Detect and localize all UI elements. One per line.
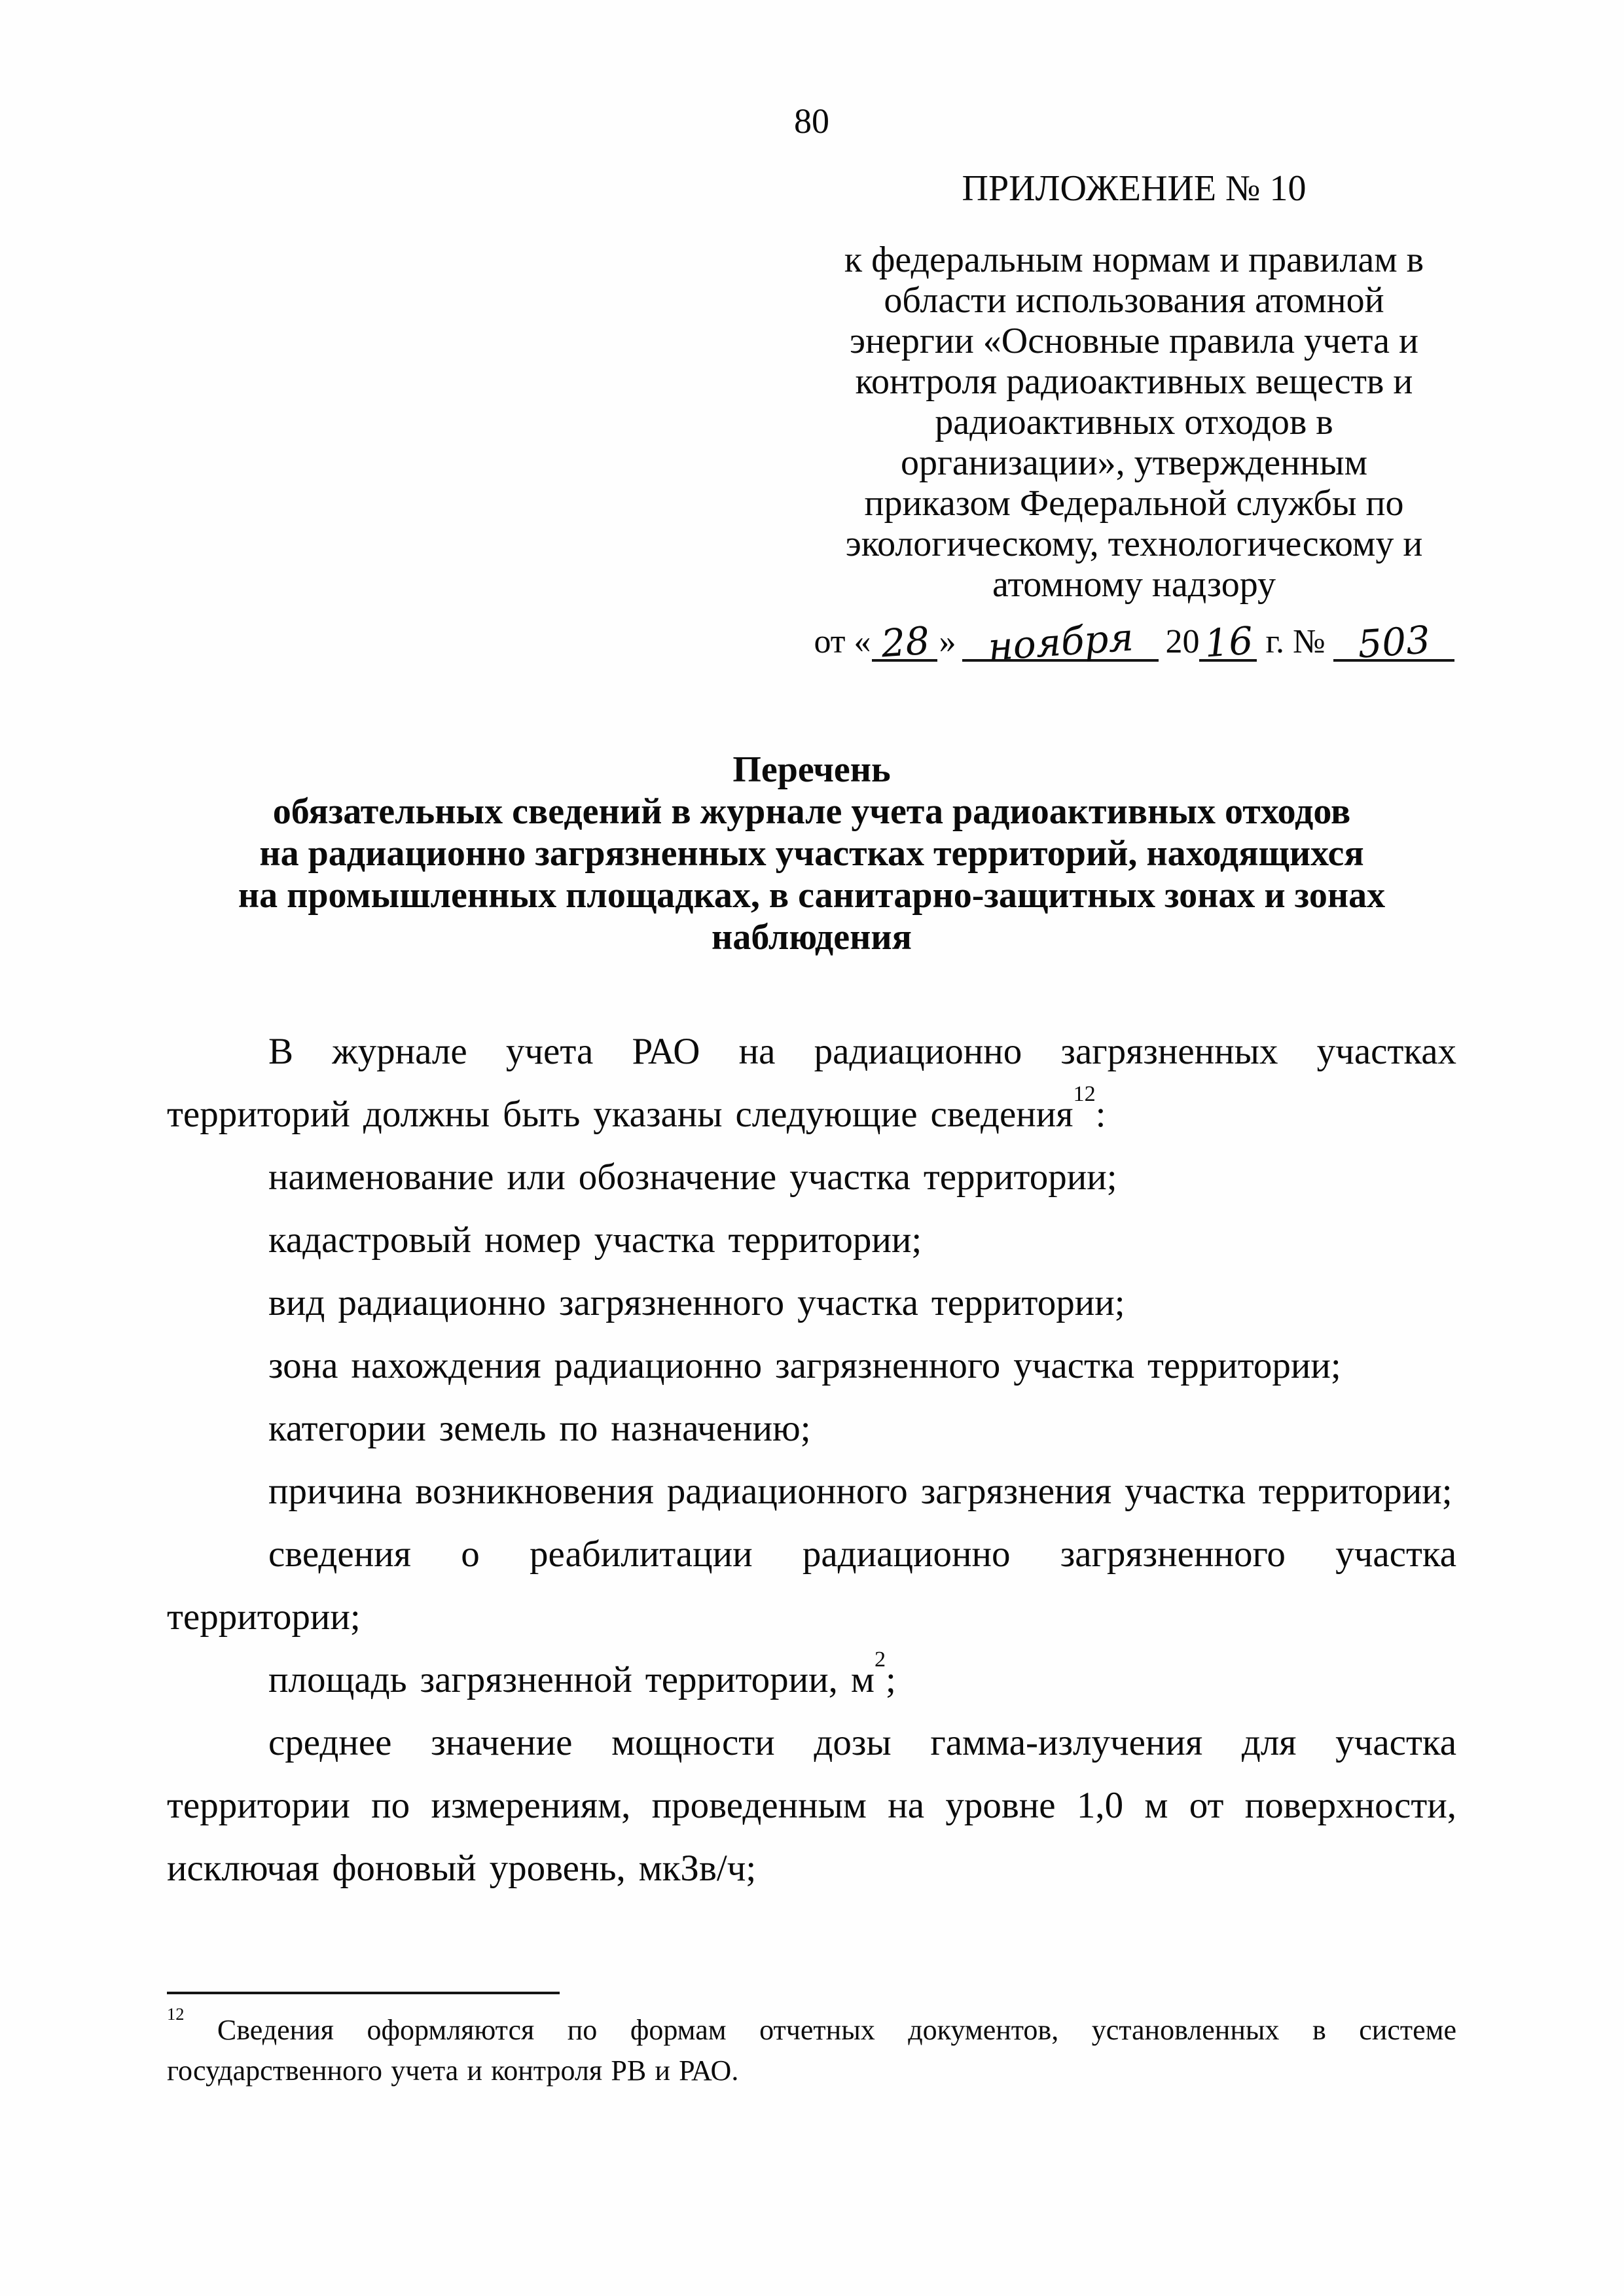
date-day-blank [872, 618, 937, 666]
intro-paragraph [167, 1020, 1456, 1146]
list-item-2 [167, 1209, 1456, 1272]
appendix-line: энергии «Основные правила учета и [850, 321, 1418, 361]
date-year-suffix: г. № [1265, 623, 1326, 660]
footnote-divider [167, 1992, 560, 1994]
footnote-marker: 12 [167, 2003, 185, 2024]
list-item-3 [167, 1272, 1456, 1335]
intro-colon: : [1095, 1094, 1106, 1135]
title-line: на радиационно загрязненных участках территорий, находящихся [259, 833, 1364, 874]
intro-text: В журнале учета РАО на радиационно загрязненных участках территорий должны быть указаны следующие сведения [167, 1031, 1456, 1135]
appendix-header [812, 167, 1456, 670]
handwritten-number: 503 [1356, 617, 1432, 667]
item-text: зона нахождения радиационно загрязненного участка территории; [268, 1345, 1341, 1386]
appendix-line: области использования атомной [884, 280, 1384, 321]
title-line: наблюдения [712, 917, 912, 958]
date-number-blank [1333, 617, 1454, 667]
appendix-line: радиоактивных отходов в [935, 402, 1333, 442]
footnote-ref-marker: 12 [1073, 1082, 1096, 1107]
list-item-8 [167, 1649, 1456, 1712]
title-line: Перечень [732, 749, 891, 790]
item-after: ; [886, 1659, 896, 1700]
item-text: причина возникновения радиационного загрязнения участка территории; [268, 1471, 1453, 1512]
appendix-title: ПРИЛОЖЕНИЕ № 10 [962, 168, 1307, 209]
item-superscript: 2 [874, 1647, 886, 1672]
title-line: обязательных сведений в журнале учета радиоактивных отходов [272, 791, 1351, 832]
item-text: площадь загрязненной территории, м [268, 1659, 875, 1700]
appendix-line: атомному надзору [992, 564, 1276, 605]
appendix-line: к федеральным нормам и правилам в [844, 240, 1424, 280]
title-line: на промышленных площадках, в санитарно-защитных зонах и зонах [238, 875, 1386, 916]
item-text: вид радиационно загрязненного участка территории; [268, 1282, 1125, 1323]
list-item-5 [167, 1397, 1456, 1460]
date-century: 20 [1165, 623, 1200, 660]
footnote [167, 2003, 1456, 2091]
item-text: наименование или обозначение участка территории; [268, 1157, 1117, 1198]
date-month-blank [962, 615, 1159, 670]
list-item-6 [167, 1460, 1456, 1523]
footnote-text: Сведения оформляются по формам отчетных документов, установленных в системе государственного учета и контроля РВ и РАО. [167, 2014, 1456, 2087]
list-item-7 [167, 1523, 1456, 1649]
handwritten-month: ноября [986, 615, 1136, 670]
list-item-1 [167, 1146, 1456, 1209]
item-text: кадастровый номер участка территории; [268, 1219, 922, 1261]
appendix-date-line [812, 614, 1456, 670]
handwritten-year: 16 [1202, 618, 1254, 666]
item-text: категории земель по назначению; [268, 1408, 811, 1449]
document-body [167, 1020, 1456, 1900]
appendix-line: экологическому, технологическому и [845, 524, 1423, 564]
appendix-line: контроля радиоактивных веществ и [855, 361, 1413, 402]
list-item-4 [167, 1335, 1456, 1397]
handwritten-day: 28 [879, 618, 931, 666]
item-text: сведения о реабилитации радиационно загрязненного участка территории; [167, 1534, 1456, 1638]
list-item-9 [167, 1712, 1456, 1900]
date-close-quote: » [939, 623, 956, 660]
document-title [167, 749, 1456, 958]
date-prefix: от « [814, 623, 871, 660]
page-number: 80 [794, 101, 829, 141]
date-year-blank [1199, 618, 1257, 666]
appendix-line: организации», утвержденным [900, 442, 1368, 483]
appendix-line: приказом Федеральной службы по [864, 483, 1404, 524]
item-text: среднее значение мощности дозы гамма-излучения для участка территории по измерениям, проведенным на уровне 1,0 м от поверхности, исключая фоновый уровень, мкЗв/ч; [167, 1722, 1456, 1889]
